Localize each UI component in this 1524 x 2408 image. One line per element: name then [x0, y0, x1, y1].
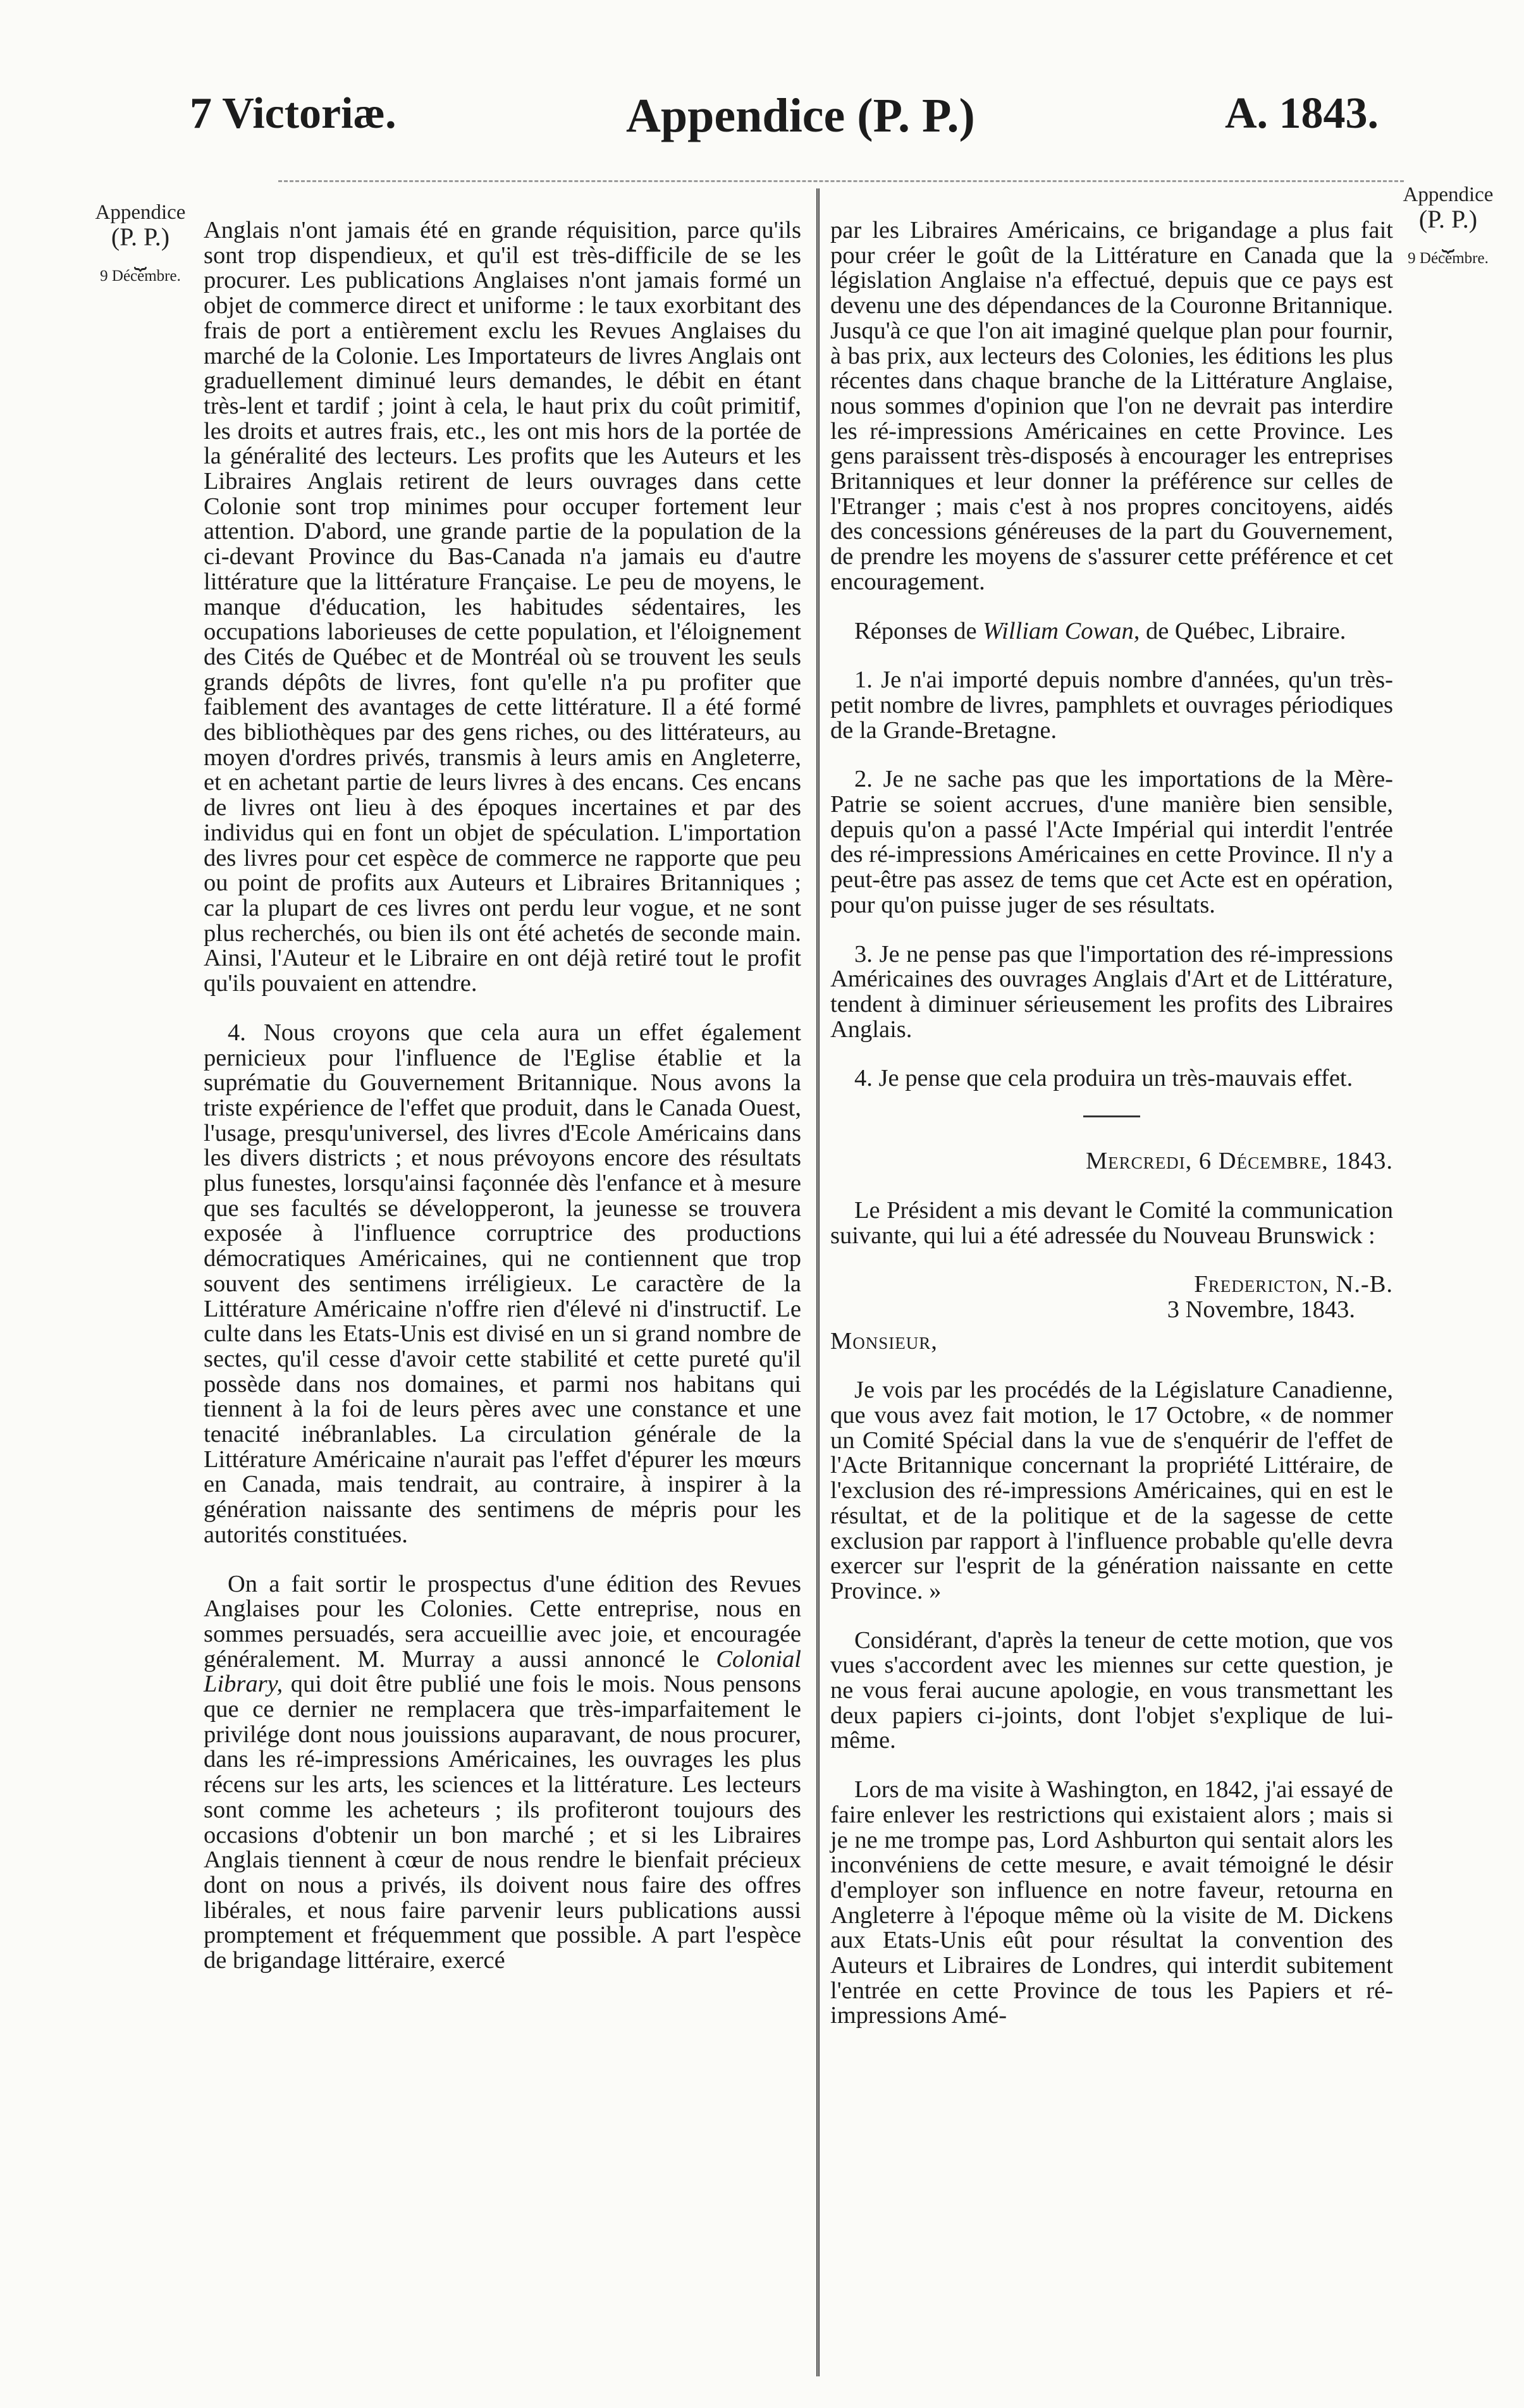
answer-4: 4. Je pense que cela produira un très-mauvais effet.: [854, 1065, 1353, 1092]
letter-date: 3 Novembre, 1843.: [1167, 1296, 1355, 1323]
answer-1: 1. Je n'ai importé depuis nombre d'années, qu'un très-petit nombre de livres, pamphlets et ouvrages périodiques de la Grande-Bretagne.: [830, 666, 1393, 744]
page-header: [190, 89, 1379, 158]
margin-note-date: 9 Décembre.: [1408, 250, 1489, 267]
answer-2: 2. Je ne sache pas que les importations de la Mère-Patrie se soient accrues, d'une manière bien sensible, depuis qu'on a passé l'Acte Impérial qui interdit l'entrée des ré-impressions Américaines en cette Province. Il n'y a peut-être pas assez de tems que cet Acte est en opération, pour qu'on puisse juger de ses résultats.: [830, 766, 1393, 918]
paragraph-text: Réponses de: [854, 617, 983, 644]
brace-icon: ⏟: [1441, 229, 1455, 252]
letter-salutation: Monsieur,: [830, 1327, 938, 1354]
right-column: [830, 218, 1393, 2053]
margin-note-code: (P. P.): [1418, 205, 1478, 233]
paragraph-continuation: par les Libraires Américains, ce brigandage a plus fait pour créer le goût de la Littérature en Canada que la législation Anglaise n'a effectué, depuis que ce pays est devenu une des dépendances de la Couronne Britannique. Jusqu'à ce que l'on ait imaginé quelque plan pour fournir, à bas prix, aux lecteurs des Colonies, les éditions les plus récentes dans chaque branche de la Littérature Anglaise, nous sommes d'opinion que l'on ne devrait pas interdire les ré-impressions Américaines en cette Province. Les gens paraissent très-disposés à encourager les entreprises Britanniques et leur donner la préférence sur celles de l'Etranger ; mais c'est à nos propres concitoyens, aidés des concessions généreuses de la part du Gouvernement, de prendre les moyens de s'assurer cette préférence et cet encouragement.: [830, 217, 1393, 595]
header-session: 7 Victoriæ.: [190, 89, 396, 138]
margin-note-title: Appendice: [95, 201, 186, 224]
margin-note-right: [1385, 183, 1511, 268]
letter-place: Fredericton, N.-B.: [1194, 1271, 1393, 1298]
margin-note-title: Appendice: [1403, 183, 1494, 206]
paragraph-prospectus: [204, 1572, 801, 1974]
brace-icon: ⏟: [133, 247, 147, 270]
column-divider: [816, 188, 820, 2376]
paragraph-text: de Québec, Libraire.: [1140, 617, 1346, 644]
responses-heading: [830, 619, 1393, 644]
left-column: [204, 218, 801, 1998]
respondent-name: William Cowan,: [983, 617, 1140, 644]
letter-paragraph-1: Je vois par les procédés de la Législature Canadienne, que vous avez fait motion, le 17 Octobre, « de nommer un Comité Spécial dans la vue de s'enquérir de l'effet de l'Acte Britannique concernant la propriété Littéraire, de l'exclusion des ré-impressions Américaines, qui en est le résultat, et de la politique et de la sagesse de cette exclusion par rapport à l'influence probable qu'elle devra exercer sur l'esprit de la génération naissante en cette Province. »: [830, 1377, 1393, 1604]
letter-paragraph-3: Lors de ma visite à Washington, en 1842, j'ai essayé de faire enlever les restrictions qui existaient alors ; mais si je ne me trompe pas, Lord Ashburton qui sentait alors les inconvéniens de cette mesure, e avait témoigné le désir d'employer son influence en notre faveur, retourna en Angleterre à l'époque même où la visite de M. Dickens aux Etats-Unis eût pour résultat la convention des Auteurs et Libraires de Londres, qui interdit subitement l'entrée en cette Province de tous les Papiers et ré-impressions Amé-: [830, 1776, 1393, 2029]
paragraph-text: On a fait sortir le prospectus d'une édition des Revues Anglaises pour les Colonies. Cette entreprise, nous en sommes persuadés, sera accueillie avec joie, et encouragée généralement. M. Murray a aussi annoncé le: [204, 1570, 801, 1673]
header-rule: [278, 180, 1404, 182]
italic-title: Colonial Library,: [204, 1645, 801, 1698]
paragraph-text: qui doit être publié une fois le mois. Nous pensons que ce dernier ne remplacera que très-imparfaitement le privilége dont nous jouissions auparavant, de nous procurer, dans les ré-impressions Américaines, les ouvrages les plus récens sur les arts, les sciences et la littérature. Les lecteurs sont comme les acheteurs ; ils profiteront toujours des occasions d'obtenir un bon marché ; et si les Libraires Anglais tiennent à cœur de nous rendre le bienfait précieux dont on nous a privés, ils doivent nous faire des offres libérales, et nous faire parvenir leurs publications aussi promptement et fréquemment que possible. A part l'espèce de brigandage littéraire, exercé: [204, 1671, 801, 1974]
margin-note-left: [77, 201, 204, 286]
margin-note-date: 9 Décembre.: [100, 267, 181, 285]
header-year: A. 1843.: [1224, 89, 1379, 138]
section-dateline: Mercredi, 6 Décembre, 1843.: [1085, 1148, 1393, 1175]
paragraph-answer-4: 4. Nous croyons que cela aura un effet également pernicieux pour l'influence de l'Eglise établie et la suprématie du Gouvernement Britannique. Nous avons la triste expérience de l'effet que produit, dans le Canada Ouest, l'usage, presqu'universel, des livres d'Ecole Américains dans les divers districts ; et nous prévoyons encore des résultats plus funestes, lorsqu'ainsi façonnée dès l'enfance et à mesure que ses facultés se développeront, la jeunesse se trouvera exposée à l'influence corruptrice des productions démocratiques Américaines, qui ne contiennent que trop souvent des sentimens irréligieux. Le caractère de la Littérature Américaine n'offre rien d'élevé ni d'instructif. Le culte dans les Etats-Unis est divisé en un si grand nombre de sectes, qu'il cesse d'avoir cette stabilité et cette pureté qu'il possède dans nos domaines, et parmi nos habitans qui tiennent à la foi de leurs pères avec une constance et une tenacité inébranlables. La circulation générale de la Littérature Américaine n'aurait pas l'effet d'épurer les mœurs en Canada, mais tendrait, au contraire, à inspirer à la génération naissante des sentimens de mépris pour les autorités constituées.: [204, 1019, 801, 1548]
section-separator: [1083, 1115, 1140, 1117]
answer-3: 3. Je ne pense pas que l'importation des ré-impressions Américaines des ouvrages Anglais d'Art et de Littérature, tendent à diminuer sérieusement les profits des Libraires Anglais.: [830, 940, 1393, 1043]
paragraph-continuation: Anglais n'ont jamais été en grande réquisition, parce qu'ils sont trop dispendieux, et qu'il est très-difficile de se les procurer. Les publications Anglaises n'ont jamais formé un objet de commerce direct et uniforme : le taux exorbitant des frais de port a entièrement exclu les Revues Anglaises du marché de la Colonie. Les Importateurs de livres Anglais ont graduellement diminué leurs demandes, le débit en étant très-lent et tardif ; joint à cela, le haut prix du coût primitif, les droits et autres frais, etc., les ont mis hors de la portée de la généralité des lecteurs. Les profits que les Auteurs et les Libraires Anglais retirent de leurs ouvrages dans cette Colonie sont trop minimes pour occuper fortement leur attention. D'abord, une grande partie de la population de la ci-devant Province du Bas-Canada n'a jamais eu d'autre littérature que la littérature Française. Le peu de moyens, le manque d'éducation, les habitudes sédentaires, les occupations laborieuses de cette population, et l'éloignement des Cités de Québec et de Montréal où se trouvent les seuls grands dépôts de livres, font qu'elle n'a pu profiter que faiblement des avantages de cette littérature. Il a été formé des bibliothèques par des gens riches, ou des littérateurs, au moyen d'ordres privés, transmis à leurs amis en Angleterre, et en achetant partie de leurs livres à des encans. Ces encans de livres ont lieu à des époques incertaines et par des individus qui en font un objet de spéculation. L'importation des livres pour cet espèce de commerce ne rapporte que peu ou point de profits aux Auteurs et Libraires Britanniques ; car la plupart de ces livres ont perdu leur vogue, et ne sont plus recherchés, ou bien ils ont été achetés de seconde main. Ainsi, l'Auteur et le Libraire en ont déjà retiré tout le profit qu'ils pouvaient en attendre.: [204, 217, 801, 997]
margin-note-code: (P. P.): [111, 223, 170, 251]
header-title: Appendice (P. P.): [626, 89, 975, 142]
president-paragraph: Le Président a mis devant le Comité la communication suivante, qui lui a été adressée du Nouveau Brunswick :: [830, 1196, 1393, 1249]
letter-paragraph-2: Considérant, d'après la teneur de cette motion, que vos vues s'accordent avec les miennes sur cette question, je ne vous ferai aucune apologie, en vous transmettant les deux papiers ci-joints, dont l'objet s'explique de lui-même.: [830, 1626, 1393, 1754]
